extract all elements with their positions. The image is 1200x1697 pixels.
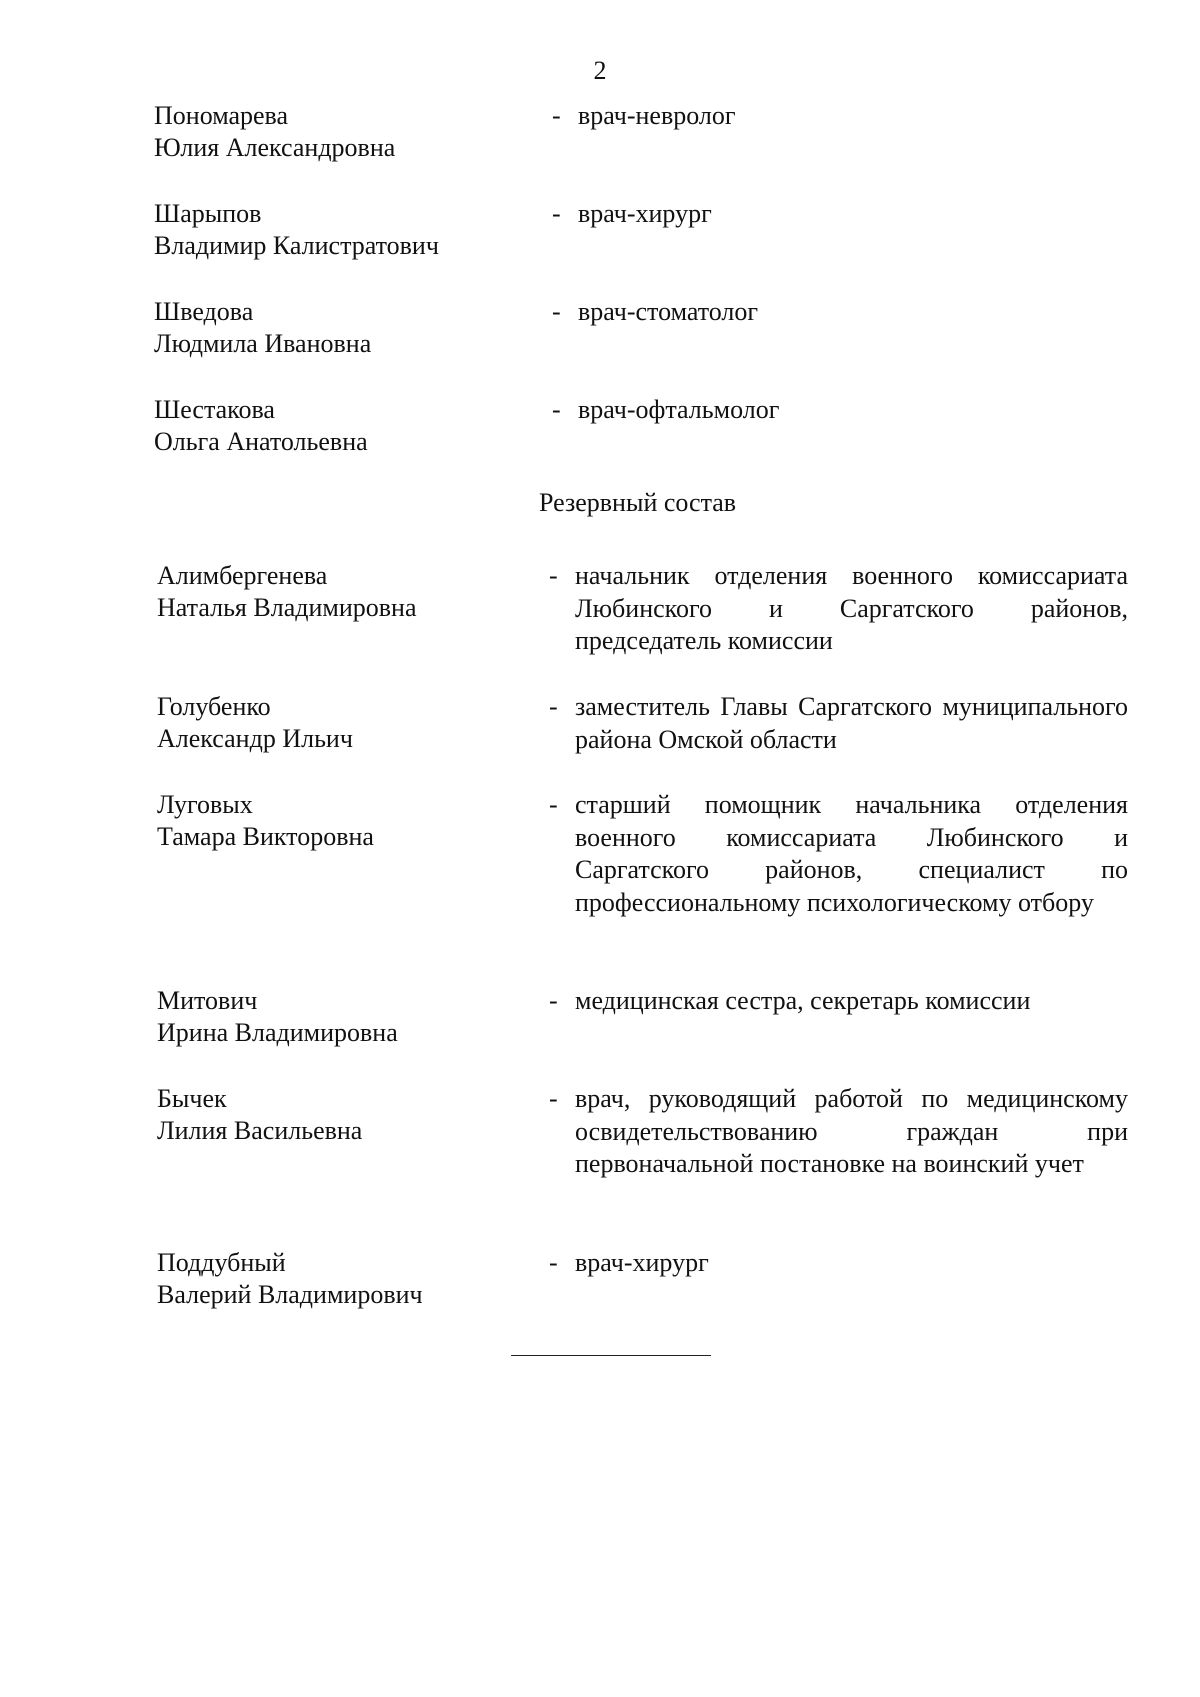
dash-separator: - — [549, 561, 558, 590]
member-name — [157, 560, 517, 624]
dash-separator: - — [549, 692, 558, 721]
member-surname: Бычек — [157, 1084, 227, 1113]
member-role: заместитель Главы Саргатского муниципального района Омской области — [575, 692, 1128, 754]
member-role: медицинская сестра, секретарь комиссии — [575, 986, 1031, 1015]
dash-separator: - — [549, 1248, 558, 1277]
member-surname: Голубенко — [157, 692, 271, 721]
member-surname: Алимбергенева — [157, 561, 328, 590]
reserve-section-title: Резервный состав — [539, 488, 737, 517]
member-name — [157, 789, 517, 853]
member-surname: Шестакова — [154, 395, 275, 424]
member-role: врач-хирург — [578, 199, 712, 228]
dash-separator: - — [549, 1084, 558, 1113]
member-surname: Шарыпов — [154, 199, 262, 228]
member-given-names: Александр Ильич — [157, 724, 353, 753]
dash-separator: - — [549, 986, 558, 1015]
dash-separator: - — [552, 297, 561, 326]
member-role: врач-стоматолог — [578, 297, 759, 326]
member-given-names: Наталья Владимировна — [157, 593, 417, 622]
member-role: врач, руководящий работой по медицинскому освидетельствованию граждан при первоначальной постановке на воинский учет — [575, 1084, 1128, 1178]
member-name — [154, 296, 514, 360]
member-surname: Поддубный — [157, 1248, 286, 1277]
member-surname: Митович — [157, 986, 258, 1015]
member-given-names: Ольга Анатольевна — [154, 427, 368, 456]
member-name — [157, 1247, 517, 1311]
member-role: начальник отделения военного комиссариата Любинского и Саргатского районов, председатель комиссии — [575, 561, 1128, 655]
member-name — [154, 198, 514, 262]
member-given-names: Тамара Викторовна — [157, 822, 374, 851]
member-given-names: Юлия Александровна — [154, 133, 396, 162]
member-name — [157, 985, 517, 1049]
end-of-list-rule — [511, 1355, 711, 1356]
member-role: врач-невролог — [578, 101, 736, 130]
member-given-names: Ирина Владимировна — [157, 1018, 398, 1047]
member-given-names: Людмила Ивановна — [154, 329, 372, 358]
dash-separator: - — [552, 395, 561, 424]
member-name — [154, 100, 514, 164]
member-role: врач-хирург — [575, 1248, 709, 1277]
member-given-names: Валерий Владимирович — [157, 1280, 423, 1309]
member-name — [154, 394, 514, 458]
member-surname: Луговых — [157, 790, 253, 819]
member-surname: Пономарева — [154, 101, 289, 130]
member-role: врач-офтальмолог — [578, 395, 780, 424]
dash-separator: - — [552, 101, 561, 130]
dash-separator: - — [549, 790, 558, 819]
member-role: старший помощник начальника отделения военного комиссариата Любинского и Саргатского районов, специалист по профессиональному психологическому отбору — [575, 790, 1128, 917]
dash-separator: - — [552, 199, 561, 228]
member-given-names: Лилия Васильевна — [157, 1116, 363, 1145]
member-name — [157, 1083, 517, 1147]
member-surname: Шведова — [154, 297, 254, 326]
member-given-names: Владимир Калистратович — [154, 231, 439, 260]
page-number: 2 — [593, 56, 607, 85]
member-name — [157, 691, 517, 755]
